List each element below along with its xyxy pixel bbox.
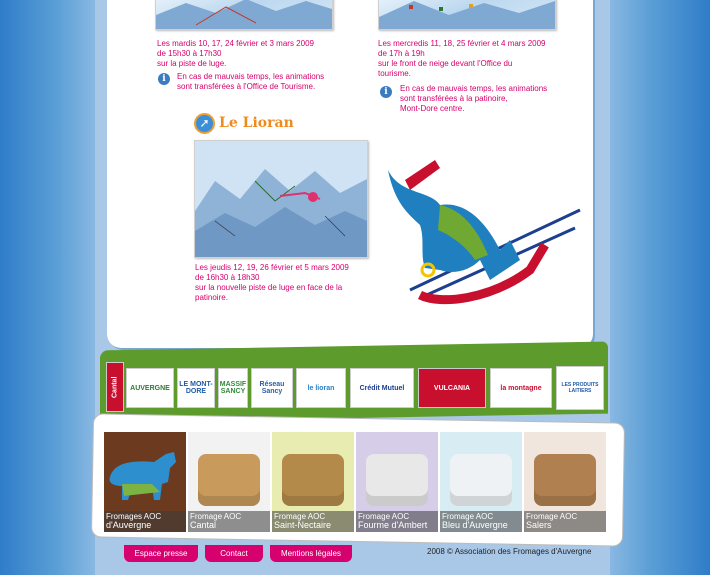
cheese-link[interactable] [104,432,186,532]
right-info-line: En cas de mauvais temps, les animations [400,84,548,93]
cheese-image [282,454,344,506]
sponsor-logo-vulcania[interactable]: VULCANIA [418,368,486,408]
left-info-line: sont transférées à l'Office de Tourisme. [177,82,316,91]
footer-link-legal[interactable]: Mentions légales [270,545,352,562]
left-event-line: Les mardis 10, 17, 24 février et 3 mars 2009 [157,39,314,48]
cow-sled-illustration [380,150,585,310]
left-event-line: de 15h30 à 17h30 [157,49,222,58]
cheese-label [524,511,606,532]
info-icon: i [380,86,392,98]
right-background [610,0,710,575]
cheese-label [440,511,522,532]
cheese-name: Fourme d'Ambert [358,520,428,530]
cheese-name: d'Auvergne [106,520,152,530]
right-info-line: Mont-Dore centre. [400,104,465,113]
cheese-link[interactable] [356,432,438,532]
cheese-image [366,454,428,506]
cheese-label [356,511,438,532]
sponsor-logo-massif-sancy[interactable]: MASSIF SANCY [218,368,248,408]
ski-map-image-1 [155,0,333,30]
cheese-label [188,511,270,532]
sponsor-logo-reseau-station[interactable]: Réseau Sancy [251,368,293,408]
cheese-link[interactable] [272,432,354,532]
sponsor-logo-produits-laitiers[interactable]: LES PRODUITS LAITIERS [556,366,604,410]
cheese-image [198,454,260,506]
cheese-label-line: Fromage AOC [442,512,494,521]
ski-map-image-2 [378,0,556,30]
lioran-ski-map [194,140,368,258]
sponsor-logo-la-montagne[interactable]: la montagne [490,368,552,408]
cheese-name: Salers [526,520,552,530]
sponsor-logo-credit-mutuel[interactable]: Crédit Mutuel [350,368,414,408]
cheese-label-line: Fromage AOC [274,512,326,521]
cheese-label-line: Fromage AOC [526,512,578,521]
cheese-image [534,454,596,506]
sponsor-logo-le-mont-dore[interactable]: LE MONT-DORE [177,368,215,408]
footer-link-contact[interactable]: Contact [205,545,263,562]
footer-link-press[interactable]: Espace presse [124,545,198,562]
section-title: Le Lioran [219,115,294,131]
sponsor-logo-auvergne[interactable]: AUVERGNE [126,368,174,408]
lioran-event-line: Les jeudis 12, 19, 26 février et 5 mars 2009 [195,263,349,272]
sponsor-logo-cantal[interactable]: Cantal [106,362,124,412]
left-event-line: sur la piste de luge. [157,59,227,68]
right-event-line: tourisme. [378,69,411,78]
right-event-line: sur le front de neige devant l'Office du [378,59,513,68]
cheese-label-line: Fromages AOC [106,512,162,521]
left-info-line: En cas de mauvais temps, les animations [177,72,325,81]
lioran-event-line: de 16h30 à 18h30 [195,273,260,282]
copyright-text: 2008 © Association des Fromages d'Auvergne [427,547,592,556]
lioran-event-line: sur la nouvelle piste de luge en face de la [195,283,343,292]
cheese-link[interactable] [440,432,522,532]
cheese-image [450,454,512,506]
cheese-name: Bleu d'Auvergne [442,520,508,530]
right-info-line: sont transférées à la patinoire, [400,94,508,103]
left-background [0,0,95,575]
sponsor-logo-le-lioran[interactable]: le lioran [296,368,346,408]
right-event-line: Les mercredis 11, 18, 25 février et 4 mars 2009 [378,39,546,48]
cheese-label [104,511,186,532]
cheese-label-line: Fromage AOC [190,512,242,521]
info-icon: i [158,73,170,85]
cheese-link[interactable] [524,432,606,532]
cheese-label [272,511,354,532]
lioran-event-line: patinoire. [195,293,228,302]
cheese-name: Saint-Nectaire [274,520,332,530]
cheese-name: Cantal [190,520,217,530]
cheese-label-line: Fromage AOC [358,512,410,521]
cheese-link[interactable] [188,432,270,532]
arrow-icon[interactable]: ➚ [194,113,215,134]
right-event-line: de 17h à 19h [378,49,425,58]
